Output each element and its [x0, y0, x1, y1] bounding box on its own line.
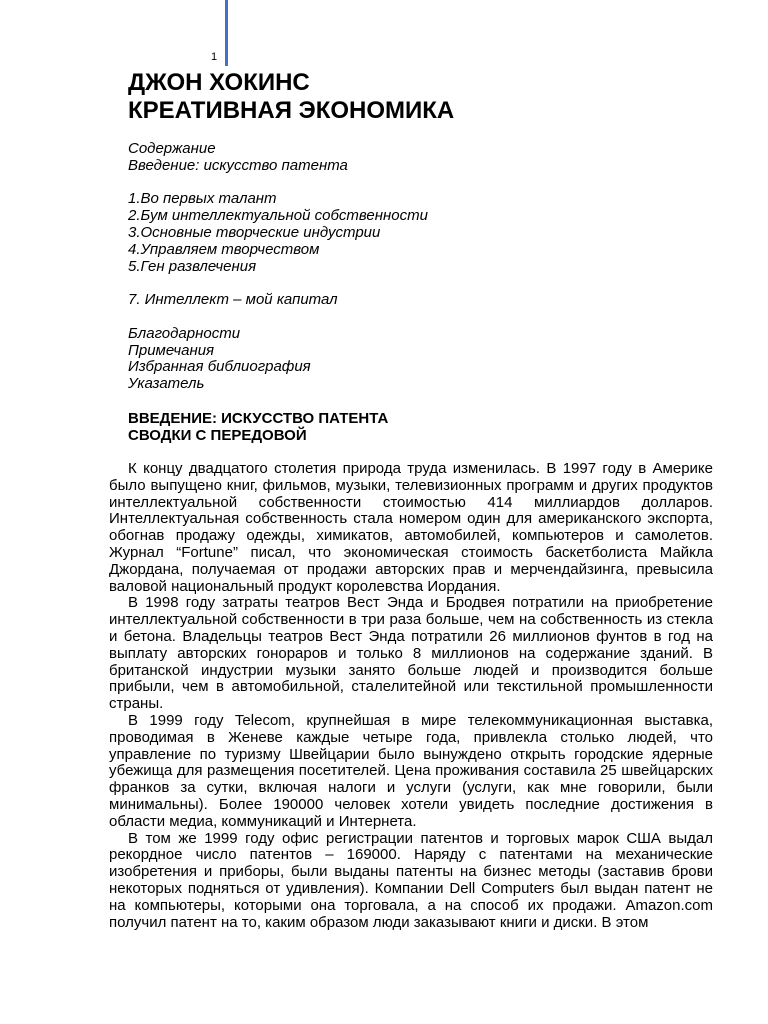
toc-back-matter: Избранная библиография [128, 358, 311, 376]
body-text [109, 461, 713, 931]
toc-intro: Введение: искусство патента [128, 156, 348, 174]
toc-heading: Содержание [128, 140, 216, 157]
page-number: 1 [211, 51, 218, 63]
toc-back-matter: Указатель [128, 375, 205, 393]
paragraph: В том же 1999 году офис регистрации патентов и торговых марок США выдал рекордное число патентов – 169000. Наряду с патентами на механические изобретения и приборы, были выданы патенты на бизнес методы (заставив брови некоторых подняться от удивления). Компании Dell Computers был выдан патент не на компьютеры, которыми она торговала, а на способ их продажи. Amazon.com получил патент на то, каким образом люди заказывают книги и диски. В этом [109, 829, 713, 931]
paragraph: К концу двадцатого столетия природа труда изменилась. В 1997 году в Америке было выпущено книг, фильмов, музыки, телевизионных программ и других продуктов интеллектуальной собственности стоимостью 414 миллиардов долларов. Интеллектуальная собственность стала номером один для американского экспорта, обогнав продажу одежды, химикатов, автомобилей, компьютеров и самолетов. Журнал “Fortune” писал, что экономическая стоимость баскетболиста Майкла Джордана, получаемая от продажи авторских прав и мерчендайзинга, превысила валовой национальный продукт королевства Иордания. [109, 460, 713, 595]
paragraph: В 1999 году Telecom, крупнейшая в мире телекоммуникационная выставка, проводимая в Женеве каждые четыре года, привлекла столько людей, что управление по туризму Швейцарии было вынуждено открыть городские ядерные убежища для размещения посетителей. Цена проживания составила 25 швейцарских франков за сутки, включая налоги и услуги (услуги, как мне говорили, были минимальны). Более 190000 человек хотели увидеть последние достижения в области медиа, коммуникаций и Интернета. [109, 711, 713, 830]
author-name: ДЖОН ХОКИНС [128, 69, 310, 96]
toc-chapter: 5.Ген развлечения [128, 257, 257, 275]
paragraph: В 1998 году затраты театров Вест Энда и Бродвея потратили на приобретение интеллектуальной собственности в три раза больше, чем на собственность из стекла и бетона. Владельцы театров Вест Энда потратили 26 миллионов фунтов в год на выплату авторских гонораров и только 8 миллионов на содержание зданий. В британской индустрии музыки занято больше людей и производится больше прибыли, чем в автомобильной, сталелитейной или текстильной промышленности страны. [109, 594, 713, 713]
book-name: КРЕАТИВНАЯ ЭКОНОМИКА [128, 97, 455, 124]
book-title [128, 69, 454, 125]
toc-back-matter: Примечания [128, 341, 215, 359]
table-of-contents [128, 141, 428, 393]
section-title: ВВЕДЕНИЕ: ИСКУССТВО ПАТЕНТА [128, 410, 389, 427]
toc-chapter: 2.Бум интеллектуальной собственности [128, 207, 428, 225]
toc-chapter: 4.Управляем творчеством [128, 240, 320, 258]
toc-chapter: 3.Основные творческие индустрии [128, 223, 381, 241]
header-rule [225, 0, 228, 66]
toc-chapter: 7. Интеллект – мой капитал [128, 291, 338, 309]
toc-back-matter: Благодарности [128, 324, 241, 342]
toc-chapter: 1.Во первых талант [128, 190, 277, 208]
section-heading [128, 410, 388, 444]
section-subtitle: СВОДКИ С ПЕРЕДОВОЙ [128, 427, 307, 444]
